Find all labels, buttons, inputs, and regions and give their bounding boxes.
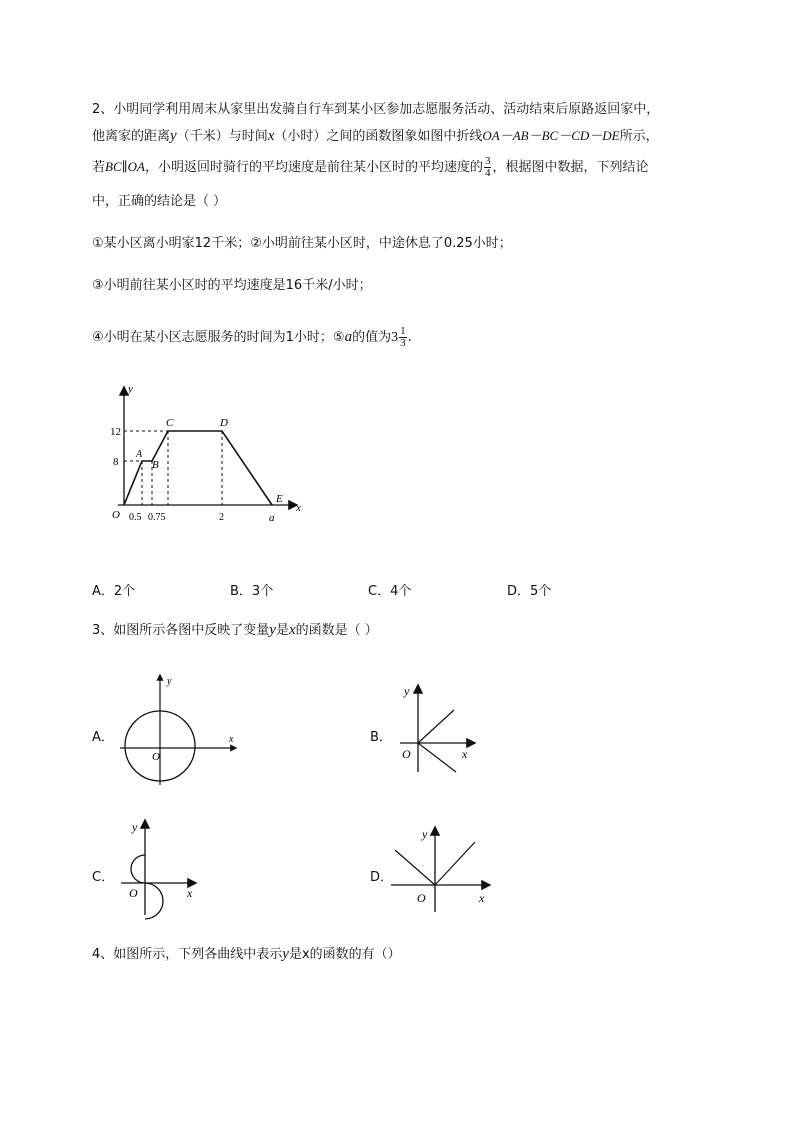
tick-x2: 2 bbox=[219, 512, 224, 523]
q4-text: 4、如图所示，下列各曲线中表示 bbox=[92, 947, 283, 962]
q2-text: 若 bbox=[92, 160, 106, 175]
x-axis-label: x bbox=[187, 886, 193, 900]
fraction-den: 3 bbox=[400, 337, 406, 349]
q3-option-c-graph bbox=[115, 815, 215, 925]
y-axis-label: y bbox=[132, 820, 138, 834]
q4-stem bbox=[92, 944, 401, 965]
q2-choice-b[interactable]: B．3个 bbox=[230, 584, 274, 599]
origin-label: O bbox=[129, 886, 138, 900]
tick-y12: 12 bbox=[110, 426, 121, 438]
q2-text: 他离家的距离 bbox=[92, 129, 171, 144]
ray-right bbox=[435, 842, 475, 885]
point-e-label: E bbox=[276, 493, 283, 505]
q4-text: 是x的函数的有（） bbox=[288, 947, 401, 962]
tick-y8: 8 bbox=[113, 456, 119, 468]
origin-label: O bbox=[402, 747, 411, 761]
q3-option-a-label[interactable]: A． bbox=[92, 730, 114, 745]
q3-option-b-graph bbox=[390, 680, 490, 780]
q2-text: ，小明返回时骑行的平均速度是前往某小区时的平均速度的 bbox=[144, 160, 483, 175]
q2-statement-3: ③小明前往某小区时的平均速度是16千米/小时； bbox=[92, 278, 372, 293]
distance-polyline bbox=[124, 431, 272, 505]
x-axis-label: x bbox=[479, 891, 485, 905]
fraction-three-quarters bbox=[484, 156, 492, 179]
semicircle-right bbox=[145, 883, 163, 919]
var-y: y bbox=[269, 622, 276, 638]
q2-text: （千米）与时间 bbox=[176, 129, 268, 144]
q2-text: （小时）之间的函数图象如图中折线 bbox=[274, 129, 483, 144]
q2-statement-4-5 bbox=[92, 326, 412, 349]
semicircle-left bbox=[131, 855, 145, 883]
q2-line4: 中，正确的结论是（ ） bbox=[92, 194, 227, 209]
q2-line2 bbox=[92, 126, 659, 147]
q3-text: 的函数是（ ） bbox=[295, 623, 378, 638]
y-axis-label: y bbox=[404, 684, 410, 698]
tick-xa: a bbox=[269, 512, 275, 524]
q3-stem bbox=[92, 620, 378, 641]
x-axis-label: x bbox=[229, 734, 234, 745]
var-y: y bbox=[282, 946, 289, 962]
q2-choice-d[interactable]: D．5个 bbox=[507, 584, 552, 599]
q2-line3 bbox=[92, 156, 649, 179]
q2-text: ④小明在某小区志愿服务的时间为1小时；⑤ bbox=[92, 330, 345, 345]
fraction-num: 1 bbox=[400, 325, 406, 337]
mixed-whole: 3 bbox=[391, 330, 399, 345]
tick-x05: 0.5 bbox=[129, 512, 142, 523]
q3-option-b-label[interactable]: B． bbox=[370, 730, 392, 745]
var-x: x bbox=[288, 622, 296, 638]
y-axis-label: y bbox=[128, 383, 133, 395]
tick-x075: 0.75 bbox=[148, 512, 166, 523]
var-a: a bbox=[344, 329, 353, 345]
fraction-one-third bbox=[399, 326, 407, 349]
q2-text: 所示， bbox=[619, 129, 659, 144]
var-y: y bbox=[170, 128, 177, 144]
y-axis-label: y bbox=[167, 676, 172, 687]
fraction-num: 3 bbox=[484, 155, 491, 167]
fraction-den: 4 bbox=[484, 167, 491, 179]
q2-choice-a[interactable]: A．2个 bbox=[92, 584, 136, 599]
origin-label: O bbox=[152, 751, 160, 763]
q2-choice-c[interactable]: C．4个 bbox=[368, 584, 412, 599]
origin-label: O bbox=[417, 891, 426, 905]
point-c-label: C bbox=[166, 417, 174, 429]
q2-text: 的值为 bbox=[352, 330, 392, 345]
origin-label: O bbox=[112, 509, 120, 521]
q3-text: 是 bbox=[275, 623, 289, 638]
point-d-label: D bbox=[220, 417, 228, 429]
q3-option-d-graph bbox=[385, 822, 495, 917]
q2-text: . bbox=[407, 330, 412, 345]
q2-statement-1-2: ①某小区离小明家12千米；②小明前往某小区时，中途休息了0.25小时； bbox=[92, 236, 512, 251]
q3-option-d-label[interactable]: D． bbox=[370, 870, 394, 885]
x-axis-label: x bbox=[296, 502, 301, 514]
y-axis-label: y bbox=[422, 827, 428, 841]
q2-distance-time-graph bbox=[100, 380, 320, 540]
ray-up bbox=[418, 710, 454, 743]
q2-text: ，根据图中数据，下列结论 bbox=[492, 160, 649, 175]
point-a-label: A bbox=[136, 449, 143, 460]
var-x: x bbox=[267, 128, 275, 144]
ray-down bbox=[418, 743, 456, 772]
q2-line1: 2、小明同学利用周末从家里出发骑自行车到某小区参加志愿服务活动、活动结束后原路返回家中， bbox=[92, 102, 660, 117]
x-axis-label: x bbox=[462, 747, 468, 761]
q3-text: 3、如图所示各图中反映了变量 bbox=[92, 623, 270, 638]
ray-left bbox=[395, 850, 435, 885]
q3-option-a-graph bbox=[115, 670, 255, 790]
point-b-label: B bbox=[152, 459, 159, 471]
polyline-expr: OA－AB－BC－CD－DE bbox=[482, 128, 620, 143]
parallel-expr: BC∥OA bbox=[105, 159, 145, 174]
q3-option-c-label[interactable]: C． bbox=[92, 870, 115, 885]
